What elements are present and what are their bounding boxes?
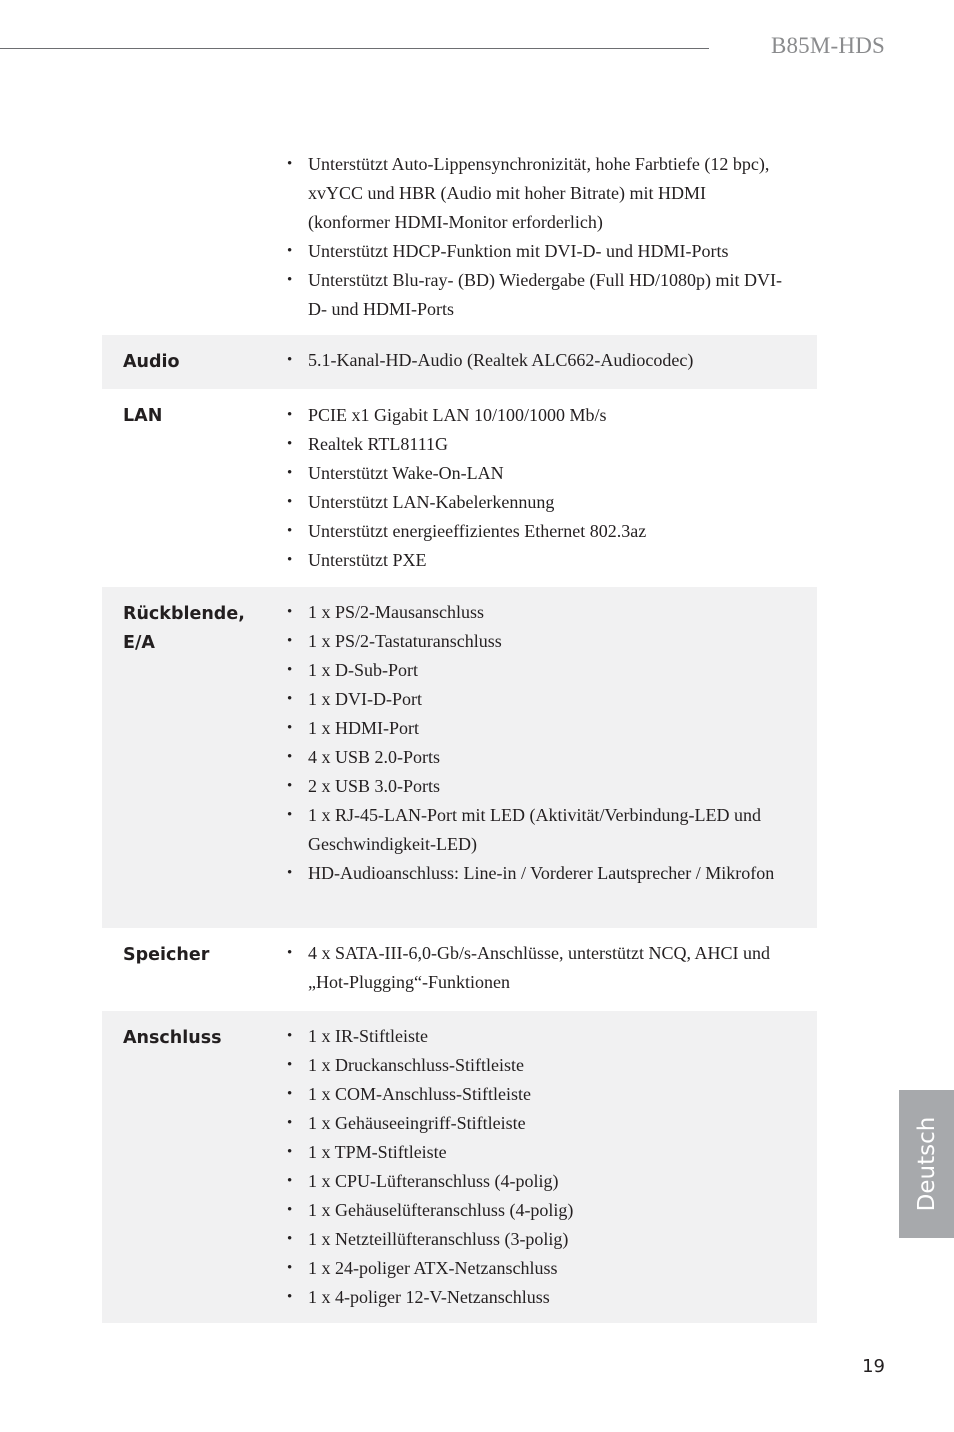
- model-title: B85M-HDS: [770, 33, 885, 58]
- spec-item: • 1 x COM-Anschluss-Stiftleiste: [102, 1080, 817, 1109]
- spec-item: • 1 x TPM-Stiftleiste: [102, 1138, 817, 1167]
- spec-item: • 1 x 24-poliger ATX-Netzanschluss: [102, 1254, 817, 1283]
- language-tab-label: Deutsch: [913, 1116, 940, 1212]
- spec-item: • 1 x PS/2-Tastaturanschluss: [102, 627, 817, 656]
- spec-list: [102, 335, 817, 375]
- spec-item: • 1 x IR-Stiftleiste: [102, 1022, 817, 1051]
- spec-list: [102, 150, 817, 324]
- spec-item: • 1 x PS/2-Mausanschluss: [102, 598, 817, 627]
- spec-list: [102, 587, 817, 888]
- spec-item: • 1 x Netzteillüfteranschluss (3-polig): [102, 1225, 817, 1254]
- spec-item: • 4 x USB 2.0-Ports: [102, 743, 817, 772]
- spec-item: • Unterstützt energieeffizientes Ethernet 802.3az: [102, 517, 817, 546]
- spec-item: • 1 x DVI-D-Port: [102, 685, 817, 714]
- spec-item: • 1 x RJ-45-LAN-Port mit LED (Aktivität/Verbindung-LED und Geschwindigkeit-LED): [102, 801, 817, 859]
- spec-item: • 1 x Druckanschluss-Stiftleiste: [102, 1051, 817, 1080]
- header-rule: [0, 48, 709, 49]
- spec-item: • 1 x 4-poliger 12-V-Netzanschluss: [102, 1283, 817, 1312]
- spec-table: [102, 150, 817, 1323]
- language-tab[interactable]: [899, 1090, 954, 1238]
- spec-row-lan: [102, 389, 817, 587]
- spec-row-rear-panel: [102, 587, 817, 928]
- spec-item: • Unterstützt HDCP-Funktion mit DVI-D- und HDMI-Ports: [102, 237, 817, 266]
- spec-row-graphics-continued: [102, 150, 817, 335]
- spec-item: • 5.1-Kanal-HD-Audio (Realtek ALC662-Audiocodec): [102, 346, 817, 375]
- spec-row-storage: [102, 928, 817, 1011]
- spec-item: • 4 x SATA-III-6,0-Gb/s-Anschlüsse, unterstützt NCQ, AHCI und „Hot-Plugging“-Funktionen: [102, 939, 817, 997]
- spec-item: • 2 x USB 3.0-Ports: [102, 772, 817, 801]
- spec-row-audio: [102, 335, 817, 389]
- spec-item: • 1 x Gehäuseeingriff-Stiftleiste: [102, 1109, 817, 1138]
- spec-item: • Unterstützt Blu-ray- (BD) Wiedergabe (Full HD/1080p) mit DVI-D- und HDMI-Ports: [102, 266, 817, 324]
- page-number: 19: [862, 1356, 885, 1377]
- spec-item: • 1 x D-Sub-Port: [102, 656, 817, 685]
- spec-label-connectors: Anschluss: [123, 1028, 222, 1048]
- spec-item: • 1 x CPU-Lüfteranschluss (4-polig): [102, 1167, 817, 1196]
- spec-item: • Unterstützt Auto-Lippensynchronizität, hohe Farbtiefe (12 bpc), xvYCC und HBR (Audio mit hoher Bitrate) mit HDMI (konformer HDMI-Monitor erforderlich): [102, 150, 817, 237]
- spec-label-lan: LAN: [123, 406, 163, 426]
- spec-item: • Unterstützt Wake-On-LAN: [102, 459, 817, 488]
- spec-list: [102, 928, 817, 997]
- spec-list: [102, 389, 817, 575]
- spec-label-text: Rückblende, E/A: [123, 604, 245, 653]
- spec-item: • Unterstützt PXE: [102, 546, 817, 575]
- spec-item: • Realtek RTL8111G: [102, 430, 817, 459]
- spec-item: • 1 x Gehäuselüfteranschluss (4-polig): [102, 1196, 817, 1225]
- spec-item: • Unterstützt LAN-Kabelerkennung: [102, 488, 817, 517]
- spec-label-storage: Speicher: [123, 945, 210, 965]
- spec-item: • HD-Audioanschluss: Line-in / Vorderer Lautsprecher / Mikrofon: [102, 859, 817, 888]
- spec-item: • PCIE x1 Gigabit LAN 10/100/1000 Mb/s: [102, 401, 817, 430]
- spec-list: [102, 1011, 817, 1312]
- spec-label-audio: Audio: [123, 352, 180, 372]
- spec-item: • 1 x HDMI-Port: [102, 714, 817, 743]
- spec-row-connectors: [102, 1011, 817, 1323]
